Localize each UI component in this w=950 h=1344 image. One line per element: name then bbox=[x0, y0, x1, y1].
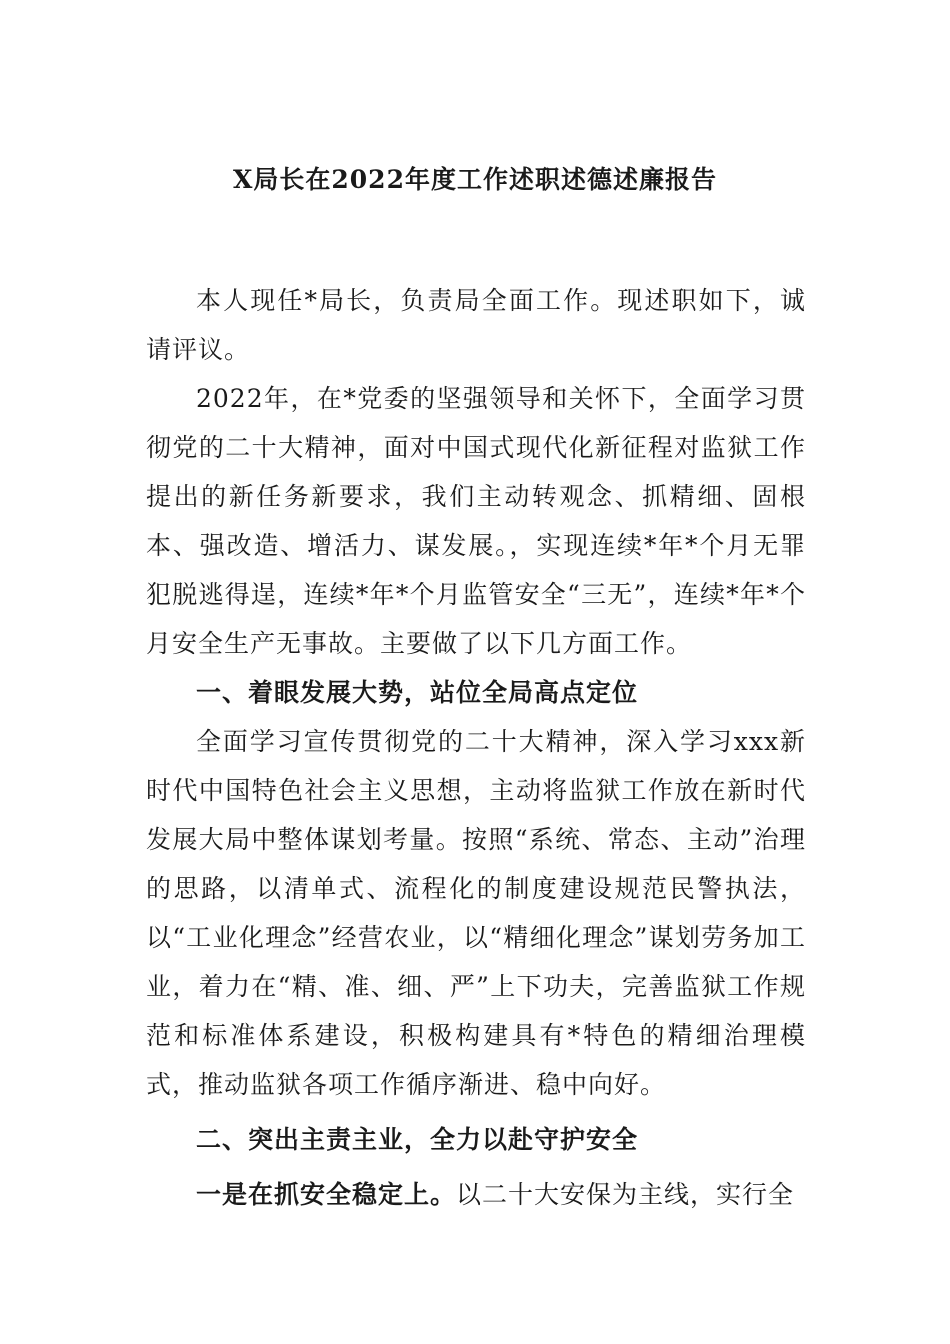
paragraph-section-2-item-1 bbox=[146, 1170, 806, 1219]
paragraph-summary: 2022年，在*党委的坚强领导和关怀下，全面学习贯彻党的二十大精神，面对中国式现代化新征程对监狱工作提出的新任务新要求，我们主动转观念、抓精细、固根本、强改造、增活力、谋发展。，实现连续*年*个月无罪犯脱逃得逞，连续*年*个月监管安全“三无”，连续*年*个月安全生产无事故。主要做了以下几方面工作。 bbox=[146, 384, 806, 658]
document-title: X局长在2022年度工作述职述德述廉报告 bbox=[233, 165, 717, 194]
item-lead: 一是在抓安全稳定上。 bbox=[196, 1180, 457, 1209]
paragraph-section-1: 全面学习宣传贯彻党的二十大精神，深入学习xxx新时代中国特色社会主义思想，主动将监狱工作放在新时代发展大局中整体谋划考量。按照“系统、常态、主动”治理的思路，以清单式、流程化的制度建设规范民警执法，以“工业化理念”经营农业，以“精细化理念”谋划劳务加工业，着力在“精、准、细、严”上下功夫，完善监狱工作规范和标准体系建设，积极构建具有*特色的精细治理模式，推动监狱各项工作循序渐进、稳中向好。 bbox=[146, 727, 806, 1099]
section-heading-2: 二、突出主责主业，全力以赴守护安全 bbox=[196, 1125, 639, 1154]
paragraph-intro: 本人现任*局长，负责局全面工作。现述职如下，诚请评议。 bbox=[146, 286, 806, 364]
section-heading-1: 一、着眼发展大势，站位全局高点定位 bbox=[196, 678, 639, 707]
document-body bbox=[146, 276, 806, 1219]
item-text: 以二十大安保为主线，实行全 bbox=[456, 1180, 795, 1209]
